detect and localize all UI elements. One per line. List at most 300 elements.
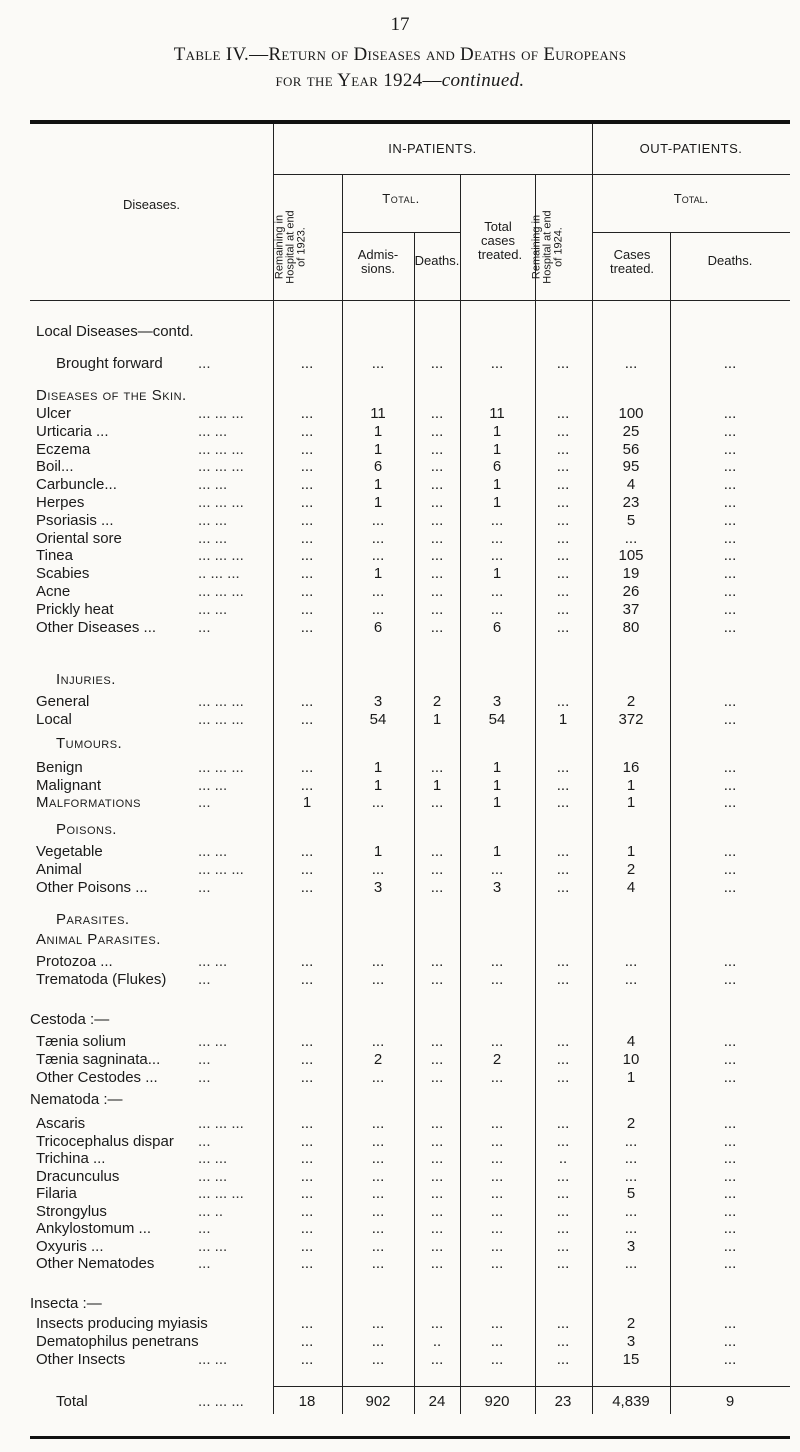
cell-value: ... — [371, 1202, 385, 1220]
cell-value: ... — [723, 529, 737, 547]
cell-value: ... — [371, 861, 385, 878]
table-row — [30, 442, 790, 458]
cell-value: 16 — [622, 759, 640, 776]
cell-value: ... — [430, 1315, 444, 1332]
cell-value: 1 — [492, 422, 502, 440]
row-label: Malformations — [36, 794, 141, 811]
row-label: Tinea — [36, 547, 73, 565]
cell-value: ... — [556, 600, 570, 618]
cell-value: ... — [430, 794, 444, 811]
cell-value: 1 — [492, 565, 502, 583]
table-row — [30, 1169, 790, 1185]
table-row — [30, 1052, 790, 1068]
leader-dots: ... — [198, 1051, 211, 1068]
row-label: Other Nematodes — [36, 1255, 155, 1272]
cell-value: ... — [300, 440, 314, 458]
cell-value: ... — [723, 971, 737, 988]
cell-value: 1 — [492, 476, 502, 494]
cell-value: 4,839 — [612, 1393, 650, 1410]
cell-value: ... — [371, 1185, 385, 1202]
table-row — [30, 1134, 790, 1150]
cell-value: ... — [723, 693, 737, 710]
cell-value: 1 — [558, 711, 568, 728]
cell-value: ... — [723, 1033, 737, 1050]
table-row — [30, 694, 790, 710]
cell-value: ... — [300, 1237, 314, 1255]
cell-value: ... — [371, 1033, 385, 1050]
cell-value: ... — [556, 843, 570, 860]
cell-value: ... — [490, 971, 504, 988]
cell-value: .. — [432, 1333, 442, 1350]
cell-value: ... — [490, 511, 504, 529]
cell-value: ... — [723, 711, 737, 728]
leader-dots: ... ... ... — [198, 711, 244, 728]
cell-value: ... — [430, 440, 444, 458]
row-label: Trematoda (Flukes) — [36, 971, 167, 988]
leader-dots: ... ... — [198, 511, 228, 529]
leader-dots: ... — [198, 1220, 211, 1237]
cell-value: 1 — [373, 440, 383, 458]
leader-dots: ... ... ... — [198, 1185, 244, 1202]
section-heading: Local Diseases—contd. — [36, 323, 194, 340]
cell-value: 1 — [432, 776, 442, 794]
leader-dots: ... ... ... — [198, 1393, 244, 1410]
leader-dots: ... ... — [198, 529, 228, 547]
cell-value: ... — [723, 1315, 737, 1332]
cell-value: ... — [490, 1220, 504, 1237]
cell-value: ... — [300, 565, 314, 583]
row-label: Strongylus — [36, 1202, 107, 1220]
title-line2-main: for the Year 1924— — [275, 70, 442, 91]
cell-value: ... — [723, 1069, 737, 1086]
cell-value: ... — [556, 1237, 570, 1255]
cell-value: ... — [300, 583, 314, 600]
disease-return-table — [30, 120, 790, 1439]
cell-value: ... — [723, 618, 737, 636]
cell-value: ... — [723, 422, 737, 440]
section-heading: Parasites. — [56, 911, 130, 928]
cell-value: ... — [556, 693, 570, 710]
cell-value: 3 — [373, 879, 383, 896]
cell-value: ... — [300, 711, 314, 728]
remaining-1924-header: Remaining in Hospital at end of 1924. — [530, 210, 565, 284]
section-heading: Insecta :— — [30, 1295, 102, 1312]
table-row — [30, 1316, 790, 1332]
cell-value: ... — [371, 1167, 385, 1185]
row-label: Protozoa ... — [36, 953, 113, 970]
header-rule — [30, 300, 790, 301]
outpatients-header: OUT-PATIENTS. — [639, 141, 743, 156]
cell-value: ... — [430, 879, 444, 896]
cell-value: ... — [430, 1255, 444, 1272]
cell-value: 1 — [373, 759, 383, 776]
cell-value: 1 — [373, 843, 383, 860]
cell-value: 3 — [492, 879, 502, 896]
cell-value: ... — [300, 494, 314, 511]
cell-value: ... — [556, 971, 570, 988]
cell-value: 1 — [492, 776, 502, 794]
row-label: Dracunculus — [36, 1167, 120, 1185]
cell-value: ... — [723, 1051, 737, 1068]
row-label: Vegetable — [36, 843, 103, 860]
leader-dots: ... ... — [198, 843, 228, 860]
leader-dots: ... ... — [198, 1150, 228, 1167]
header-rule — [592, 232, 790, 233]
leader-dots: ... ... — [198, 1033, 228, 1050]
cell-value: ... — [371, 529, 385, 547]
cell-value: ... — [371, 1237, 385, 1255]
section-heading: Cestoda :— — [30, 1011, 110, 1028]
cell-value: ... — [490, 1167, 504, 1185]
cell-value: ... — [371, 1132, 385, 1150]
cell-value: ... — [556, 1051, 570, 1068]
cell-value: 10 — [622, 1051, 640, 1068]
row-label: Other Poisons ... — [36, 879, 148, 896]
cell-value: 11 — [370, 405, 386, 422]
cell-value: ... — [556, 759, 570, 776]
leader-dots: ... ... ... — [198, 440, 244, 458]
table-row — [30, 1334, 790, 1350]
cell-value: ... — [430, 1033, 444, 1050]
row-label: Other Cestodes ... — [36, 1069, 158, 1086]
header-rule — [342, 232, 460, 233]
row-label: Brought forward — [56, 355, 163, 372]
row-label: Filaria — [36, 1185, 77, 1202]
cell-value: ... — [556, 1333, 570, 1350]
cell-value: ... — [723, 1132, 737, 1150]
table-row — [30, 566, 790, 582]
cell-value: ... — [624, 1220, 638, 1237]
leader-dots: ... ... ... — [198, 1115, 244, 1132]
cell-value: ... — [430, 1351, 444, 1368]
table-title-line1: Table IV.—Return of Diseases and Deaths of Europeans — [173, 44, 627, 65]
table-row — [30, 880, 790, 896]
cell-value: 1 — [492, 843, 502, 860]
cell-value: ... — [300, 879, 314, 896]
table-row — [30, 712, 790, 728]
cell-value: 105 — [618, 547, 644, 565]
cell-value: ... — [430, 1185, 444, 1202]
cell-value: ... — [723, 1185, 737, 1202]
leader-dots: ... ... — [198, 1167, 228, 1185]
cell-value: ... — [300, 1220, 314, 1237]
cell-value: ... — [430, 1220, 444, 1237]
cell-value: 1 — [492, 794, 502, 811]
leader-dots: ... ... — [198, 776, 228, 794]
cell-value: ... — [300, 1132, 314, 1150]
cell-value: ... — [430, 355, 444, 372]
table-row — [30, 548, 790, 564]
cell-value: 6 — [492, 618, 502, 636]
cell-value: 1 — [626, 776, 636, 794]
cell-value: ... — [300, 1115, 314, 1132]
cell-value: ... — [300, 476, 314, 494]
cell-value: ... — [430, 1132, 444, 1150]
cell-value: ... — [371, 547, 385, 565]
row-label: Total — [56, 1393, 88, 1410]
row-label: Acne — [36, 583, 71, 600]
leader-dots: ... — [198, 355, 211, 372]
cell-value: 372 — [618, 711, 644, 728]
row-label: General — [36, 693, 90, 710]
cell-value: ... — [723, 879, 737, 896]
cell-value: ... — [624, 1167, 638, 1185]
section-heading: Poisons. — [56, 821, 117, 838]
cell-value: ... — [723, 794, 737, 811]
cell-value: ... — [430, 511, 444, 529]
table-row — [30, 584, 790, 600]
cell-value: ... — [371, 971, 385, 988]
cell-value: ... — [556, 440, 570, 458]
table-row — [30, 778, 790, 794]
cell-value: ... — [430, 405, 444, 422]
cell-value: 1 — [626, 794, 636, 811]
cell-value: ... — [430, 600, 444, 618]
total-rule — [273, 1386, 790, 1387]
table-row — [30, 760, 790, 776]
leader-dots: ... — [198, 618, 211, 636]
cell-value: ... — [556, 1220, 570, 1237]
cell-value: 6 — [373, 618, 383, 636]
cell-value: 4 — [626, 1033, 636, 1050]
leader-dots: ... — [198, 879, 211, 896]
row-label: Ascaris — [36, 1115, 86, 1132]
cell-value: 5 — [626, 511, 636, 529]
cell-value: ... — [430, 618, 444, 636]
cell-value: ... — [300, 1255, 314, 1272]
cell-value: ... — [430, 861, 444, 878]
title-line2-italic: continued. — [441, 70, 525, 91]
cell-value: ... — [556, 1255, 570, 1272]
table-row — [30, 1116, 790, 1132]
cell-value: ... — [556, 861, 570, 878]
cell-value: ... — [300, 953, 314, 970]
cell-value: ... — [490, 1033, 504, 1050]
table-row — [30, 1352, 790, 1368]
cell-value: ... — [624, 1132, 638, 1150]
cell-value: ... — [556, 1185, 570, 1202]
table-row — [30, 1221, 790, 1237]
cell-value: ... — [723, 1150, 737, 1167]
cell-value: ... — [556, 1167, 570, 1185]
cell-value: ... — [490, 547, 504, 565]
cell-value: ... — [300, 547, 314, 565]
cell-value: ... — [430, 547, 444, 565]
cell-value: ... — [300, 1069, 314, 1086]
cell-value: ... — [430, 759, 444, 776]
row-label: Ulcer — [36, 405, 72, 422]
cell-value: ... — [490, 600, 504, 618]
cell-value: ... — [556, 794, 570, 811]
row-label: Eczema — [36, 440, 91, 458]
cell-value: ... — [430, 565, 444, 583]
table-row — [30, 602, 790, 618]
row-label: Tænia sagninata... — [36, 1051, 161, 1068]
cell-value: 4 — [626, 476, 636, 494]
row-label: Ankylostomum ... — [36, 1220, 152, 1237]
cell-value: ... — [556, 458, 570, 476]
table-row — [30, 424, 790, 440]
cell-value: ... — [556, 547, 570, 565]
table-row — [30, 356, 790, 372]
row-label: Prickly heat — [36, 600, 114, 618]
leader-dots: ... ... ... — [198, 494, 244, 511]
cell-value: ... — [371, 1069, 385, 1086]
cell-value: 80 — [622, 618, 640, 636]
cell-value: ... — [490, 1351, 504, 1368]
page-number: 17 — [390, 14, 410, 35]
cell-value: ... — [371, 355, 385, 372]
cell-value: ... — [723, 565, 737, 583]
cell-value: ... — [300, 1051, 314, 1068]
cell-value: ... — [300, 529, 314, 547]
cell-value: ... — [430, 583, 444, 600]
cell-value: ... — [556, 879, 570, 896]
cell-value: ... — [490, 583, 504, 600]
inpatients-header: IN-PATIENTS. — [388, 141, 477, 156]
cell-value: ... — [490, 1069, 504, 1086]
row-label: Other Insects — [36, 1351, 126, 1368]
cell-value: 1 — [373, 476, 383, 494]
leader-dots: ... — [198, 1255, 211, 1272]
cell-value: ... — [371, 1115, 385, 1132]
cell-value: ... — [556, 1315, 570, 1332]
cell-value: ... — [430, 1150, 444, 1167]
cell-value: ... — [490, 1237, 504, 1255]
cell-value: ... — [490, 1132, 504, 1150]
leader-dots: ... — [198, 794, 211, 811]
cell-value: ... — [490, 1315, 504, 1332]
row-label: Animal — [36, 861, 82, 878]
cell-value: 3 — [492, 693, 502, 710]
row-label: Local — [36, 711, 72, 728]
cell-value: ... — [300, 861, 314, 878]
cell-value: ... — [556, 618, 570, 636]
table-title-line2 — [0, 70, 800, 92]
cell-value: 4 — [626, 879, 636, 896]
cell-value: ... — [723, 843, 737, 860]
cell-value: ... — [371, 583, 385, 600]
cell-value: ... — [723, 1115, 737, 1132]
cell-value: 23 — [622, 494, 640, 511]
cell-value: ... — [490, 861, 504, 878]
cell-value: ... — [371, 600, 385, 618]
leader-dots: ... ... ... — [198, 405, 244, 422]
cell-value: 2 — [626, 693, 636, 710]
cell-value: ... — [556, 1069, 570, 1086]
cell-value: ... — [490, 1185, 504, 1202]
cell-value: ... — [556, 1115, 570, 1132]
cell-value: ... — [624, 953, 638, 970]
cell-value: ... — [723, 405, 737, 422]
cell-value: ... — [723, 1167, 737, 1185]
cell-value: 1 — [492, 759, 502, 776]
cell-value: ... — [723, 547, 737, 565]
leader-dots: ... ... ... — [198, 583, 244, 600]
cell-value: ... — [300, 776, 314, 794]
cell-value: 56 — [622, 440, 640, 458]
cell-value: ... — [371, 1351, 385, 1368]
cell-value: 2 — [432, 693, 442, 710]
cell-value: ... — [300, 511, 314, 529]
cell-value: 54 — [369, 711, 387, 728]
cell-value: ... — [556, 355, 570, 372]
cell-value: ... — [490, 529, 504, 547]
cell-value: ... — [490, 1150, 504, 1167]
cell-value: 2 — [626, 1115, 636, 1132]
cell-value: 1 — [373, 422, 383, 440]
cell-value: 5 — [626, 1185, 636, 1202]
row-label: Herpes — [36, 494, 85, 511]
cell-value: 1 — [302, 794, 312, 811]
table-row — [30, 862, 790, 878]
row-label: Oxyuris ... — [36, 1237, 104, 1255]
row-label: Insects producing myiasis — [36, 1315, 208, 1332]
cell-value: ... — [430, 1167, 444, 1185]
cell-value: 3 — [626, 1333, 636, 1350]
cell-value: ... — [556, 529, 570, 547]
table-row — [30, 495, 790, 511]
cell-value: ... — [723, 1220, 737, 1237]
cell-value: ... — [300, 693, 314, 710]
cell-value: ... — [430, 422, 444, 440]
table-row — [30, 1239, 790, 1255]
cell-value: 1 — [432, 711, 442, 728]
section-heading: Animal Parasites. — [36, 931, 161, 948]
cell-value: .. — [558, 1150, 568, 1167]
total-header: Total. — [382, 191, 420, 206]
table-row — [30, 1070, 790, 1086]
cell-value: ... — [430, 494, 444, 511]
cell-value: 2 — [492, 1051, 502, 1068]
cell-value: 6 — [373, 458, 383, 476]
cell-value: ... — [723, 953, 737, 970]
cell-value: ... — [556, 776, 570, 794]
cell-value: ... — [300, 971, 314, 988]
cell-value: ... — [430, 953, 444, 970]
cell-value: 9 — [725, 1393, 735, 1410]
section-heading: Injuries. — [56, 671, 116, 688]
cell-value: 1 — [373, 565, 383, 583]
table-row — [30, 1151, 790, 1167]
cell-value: ... — [624, 971, 638, 988]
cell-value: 920 — [484, 1393, 510, 1410]
cell-value: ... — [430, 843, 444, 860]
row-label: Malignant — [36, 776, 102, 794]
cell-value: ... — [723, 776, 737, 794]
cell-value: ... — [723, 476, 737, 494]
cell-value: ... — [723, 861, 737, 878]
row-label: Trichina ... — [36, 1150, 106, 1167]
cell-value: ... — [300, 843, 314, 860]
cell-value: 1 — [626, 1069, 636, 1086]
cell-value: ... — [371, 953, 385, 970]
leader-dots: ... ... — [198, 953, 228, 970]
cell-value: ... — [556, 1132, 570, 1150]
cell-value: ... — [371, 1315, 385, 1332]
leader-dots: ... — [198, 1069, 211, 1086]
cell-value: ... — [556, 1202, 570, 1220]
cell-value: ... — [723, 1333, 737, 1350]
cell-value: ... — [430, 1069, 444, 1086]
leader-dots: ... ... ... — [198, 759, 244, 776]
leader-dots: ... — [198, 1132, 211, 1150]
row-label: Carbuncle... — [36, 476, 117, 494]
row-label: Oriental sore — [36, 529, 122, 547]
cell-value: ... — [723, 1255, 737, 1272]
out-total-header: Total. — [673, 191, 709, 206]
cell-value: ... — [300, 1351, 314, 1368]
